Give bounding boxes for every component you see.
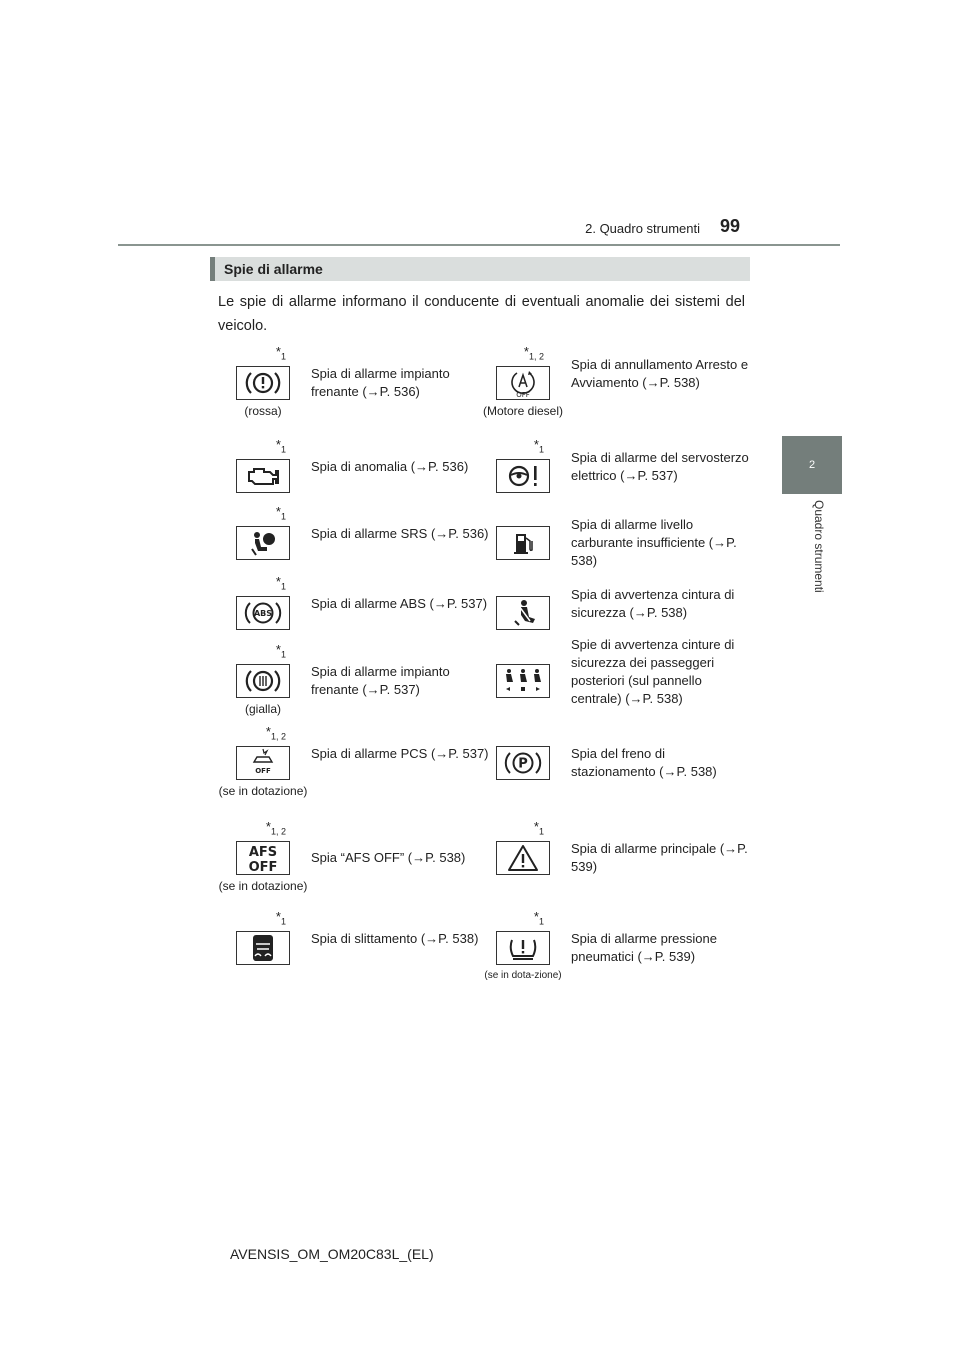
footnote-number: 1 (538, 826, 544, 837)
footnote-number: 1 (280, 444, 286, 455)
stop-start-off-icon (496, 366, 550, 400)
footnote-asterisk: * (265, 724, 271, 739)
afs-off-icon (236, 841, 290, 875)
footnote-number: 1, 2 (270, 731, 286, 742)
intro-paragraph: Le spie di allarme informano il conducente di eventuali anomalie dei sistemi del veicolo. (218, 294, 745, 334)
footnote-number: 1 (280, 581, 286, 592)
rear-seatbelts-icon (496, 664, 550, 698)
footnote-number: 1 (538, 444, 544, 455)
footnote-marker (226, 642, 286, 660)
engine-check-icon (236, 459, 290, 493)
icon-note: (gialla) (244, 702, 281, 716)
svg-text:OFF: OFF (255, 767, 271, 775)
chapter-title: 2. Quadro strumenti (585, 221, 700, 236)
footnote-marker (226, 574, 286, 592)
indicator-description: Spia di allarme impianto frenante (→P. 537) (311, 664, 450, 697)
footnote-number: 1 (280, 649, 286, 660)
parking-brake-icon (496, 746, 550, 780)
srs-airbag-icon (236, 526, 290, 560)
footnote-marker (226, 724, 286, 742)
brake-warning-icon (236, 366, 290, 400)
document-code: AVENSIS_OM_OM20C83L_(EL) (230, 1246, 434, 1262)
indicator-description: Spia di allarme livello carburante insufficiente (→P. 538) (571, 517, 737, 568)
icon-note: (Motore diesel) (482, 404, 564, 418)
master-warning-icon (496, 841, 550, 875)
footnote-asterisk: * (533, 437, 539, 452)
indicator-description: Spia di annullamento Arresto e Avviamento (→P. 538) (571, 357, 749, 390)
footnote-asterisk: * (265, 819, 271, 834)
footnote-asterisk: * (275, 909, 281, 924)
footnote-asterisk: * (275, 642, 281, 657)
slip-indicator-icon (236, 931, 290, 965)
footnote-marker (226, 819, 286, 837)
footnote-number: 1 (280, 351, 286, 362)
indicator-description: Spia di allarme del servosterzo elettrico (→P. 537) (571, 450, 749, 483)
icon-note: (rossa) (244, 404, 282, 418)
footnote-marker (226, 437, 286, 455)
brake-system-icon (236, 664, 290, 698)
abs-icon (236, 596, 290, 630)
indicator-description: Spia di allarme principale (→P. 539) (571, 841, 748, 874)
footnote-asterisk: * (523, 344, 529, 359)
icon-note: (se in dota-zione) (484, 970, 562, 981)
indicator-description: Spia di allarme PCS (→P. 537) (311, 746, 489, 761)
svg-text:OFF: OFF (248, 860, 278, 874)
page-number: 99 (720, 216, 741, 236)
icon-note: (se in dotazione) (218, 784, 308, 798)
indicator-description: Spia di allarme impianto frenante (→P. 536) (311, 366, 450, 399)
indicator-description: Spia di allarme ABS (→P. 537) (311, 596, 488, 611)
footnote-number: 1, 2 (270, 826, 286, 837)
indicator-description: Spia di allarme pressione pneumatici (→P. 539) (571, 931, 717, 964)
footnote-number: 1 (280, 916, 286, 927)
svg-text:OFF: OFF (516, 391, 530, 399)
svg-text:P: P (518, 756, 528, 772)
header-divider (118, 244, 840, 246)
footnote-number: 1, 2 (528, 351, 544, 362)
footnote-marker (484, 819, 544, 837)
svg-text:ABS: ABS (253, 609, 273, 618)
pcs-off-icon (236, 746, 290, 780)
footnote-asterisk: * (275, 504, 281, 519)
footnote-asterisk: * (533, 909, 539, 924)
footnote-asterisk: * (275, 574, 281, 589)
tire-pressure-icon (496, 931, 550, 965)
fuel-pump-icon (496, 526, 550, 560)
footnote-marker (484, 344, 544, 362)
chapter-tab-number: 2 (782, 436, 842, 494)
svg-text:AFS: AFS (248, 845, 278, 860)
footnote-marker (226, 344, 286, 362)
indicator-description: Spia di avvertenza cintura di sicurezza (→P. 538) (571, 587, 735, 620)
seatbelt-icon (496, 596, 550, 630)
indicator-description: Spia di anomalia (→P. 536) (311, 459, 469, 474)
footnote-marker (226, 504, 286, 522)
steering-warning-icon (496, 459, 550, 493)
indicator-description: Spia di allarme SRS (→P. 536) (311, 526, 489, 541)
indicator-description: Spia “AFS OFF” (→P. 538) (311, 850, 466, 865)
footnote-number: 1 (280, 511, 286, 522)
footnote-marker (484, 437, 544, 455)
indicator-description: Spia di slittamento (→P. 538) (311, 931, 479, 946)
footnote-number: 1 (538, 916, 544, 927)
footnote-asterisk: * (275, 437, 281, 452)
footnote-marker (226, 909, 286, 927)
indicator-description: Spia del freno di stazionamento (→P. 538) (571, 746, 717, 779)
footnote-marker (484, 909, 544, 927)
chapter-tab-label: Quadro strumenti (812, 500, 826, 593)
icon-note: (se in dotazione) (218, 879, 308, 893)
section-heading: Spie di allarme (210, 257, 750, 281)
footnote-asterisk: * (275, 344, 281, 359)
indicator-description: Spie di avvertenza cinture di sicurezza dei passeggeri posteriori (sul pannello centrale) (→P. 538) (571, 637, 735, 706)
footnote-asterisk: * (533, 819, 539, 834)
